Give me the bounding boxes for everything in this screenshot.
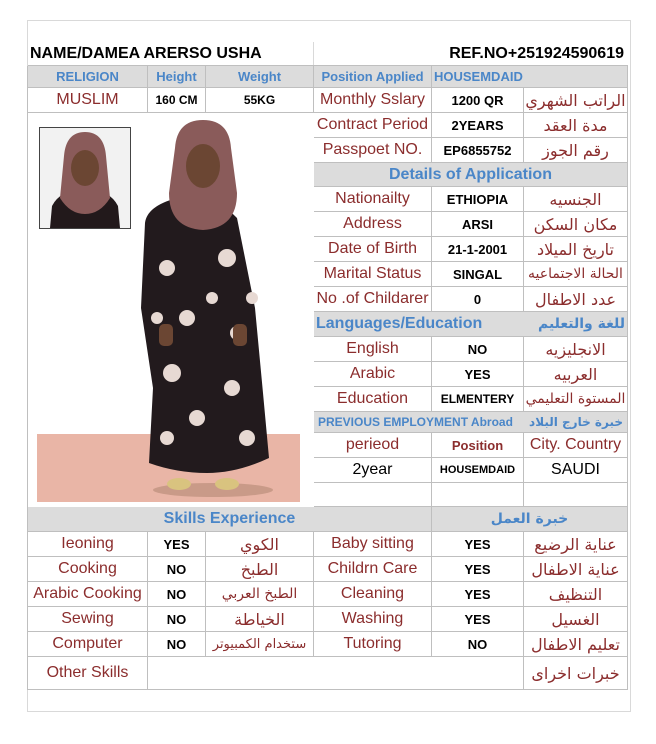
arabic-label: Arabic (314, 362, 432, 387)
skills-experience-title: Skills Experience (28, 507, 432, 532)
religion-value: MUSLIM (28, 88, 148, 113)
skills-experience-title-ar: خبرة العمل (432, 507, 628, 532)
details-of-application-title: Details of Application (314, 163, 628, 187)
height-value: 160 CM (148, 88, 206, 113)
tutoring-label: Tutoring (314, 632, 432, 657)
date-of-birth-ar: تاريخ الميلاد (524, 237, 628, 262)
date-of-birth-value: 21-1-2001 (432, 237, 524, 262)
ironing-ar: الكوي (206, 532, 314, 557)
position-header: Position (432, 433, 524, 458)
education-value: ELMENTERY (432, 387, 524, 412)
monthly-salary-ar: الراتب الشهري (524, 88, 628, 113)
sewing-ar: الخياطة (206, 607, 314, 632)
cooking-ar: الطبخ (206, 557, 314, 582)
weight-value: 55KG (206, 88, 314, 113)
passport-no-ar: رقم الجوز (524, 138, 628, 163)
languages-title-ar: للغة والتعليم (537, 316, 625, 332)
previous-employment-title (314, 412, 628, 433)
arabic-cooking-value: NO (148, 582, 206, 607)
address-ar: مكان السكن (524, 212, 628, 237)
education-label: Education (314, 387, 432, 412)
languages-education-title (314, 312, 628, 337)
cleaning-value: YES (432, 582, 524, 607)
passport-no-label: Passpoet NO. (314, 138, 432, 163)
monthly-salary-value: 1200 QR (432, 88, 524, 113)
children-care-ar: عناية الاطفال (524, 557, 628, 582)
baby-sitting-value: YES (432, 532, 524, 557)
candidate-name: NAME/DAMEA ARERSO USHA (30, 45, 262, 62)
marital-status-value: SINGAL (432, 262, 524, 287)
arabic-cooking-label: Arabic Cooking (28, 582, 148, 607)
arabic-ar: العربيه (524, 362, 628, 387)
other-skills-label: Other Skills (28, 657, 148, 690)
address-label: Address (314, 212, 432, 237)
city-country-header: City. Country (524, 433, 628, 458)
baby-sitting-ar: عناية الرضيع (524, 532, 628, 557)
employment-period: 2year (314, 458, 432, 483)
english-value: NO (432, 337, 524, 362)
height-header: Height (148, 66, 206, 88)
education-ar: المستوة التعليمي (524, 387, 628, 412)
cleaning-ar: التنظيف (524, 582, 628, 607)
other-skills-ar: خبرات اخراى (524, 657, 628, 690)
marital-status-label: Marital Status (314, 262, 432, 287)
passport-no-value: EP6855752 (432, 138, 524, 163)
children-count-ar: عدد الاطفال (524, 287, 628, 312)
children-care-value: YES (432, 557, 524, 582)
previous-employment-title-ar: خبرة خارج البلاد (529, 415, 623, 429)
arabic-cooking-ar: الطبخ العربي (206, 582, 314, 607)
marital-status-ar: الحالة الاجتماعيه (524, 262, 628, 287)
date-of-birth-label: Date of Birth (314, 237, 432, 262)
passport-photo (39, 127, 131, 229)
employment-position: HOUSEMDAID (432, 458, 524, 483)
weight-header: Weight (206, 66, 314, 88)
children-care-label: Childrn Care (314, 557, 432, 582)
children-count-value: 0 (432, 287, 524, 312)
children-count-label: No .of Childarer (314, 287, 432, 312)
position-applied-value: HOUSEMDAID (432, 66, 628, 88)
nationality-label: Nationailty (314, 187, 432, 212)
religion-header: RELIGION (28, 66, 148, 88)
monthly-salary-label: Monthly Sslary (314, 88, 432, 113)
position-applied-header: Position Applied (314, 66, 432, 88)
contract-period-value: 2YEARS (432, 113, 524, 138)
reference-number: REF.NO+251924590619 (449, 45, 624, 62)
sewing-value: NO (148, 607, 206, 632)
employment-country: SAUDI (524, 458, 628, 483)
contract-period-ar: مدة العقد (524, 113, 628, 138)
computer-label: Computer (28, 632, 148, 657)
washing-ar: الغسيل (524, 607, 628, 632)
tutoring-ar: تعليم الاطفال (524, 632, 628, 657)
cleaning-label: Cleaning (314, 582, 432, 607)
computer-ar: ستخدام الكمبيوتر (206, 632, 314, 657)
tutoring-value: NO (432, 632, 524, 657)
contract-period-label: Contract Period (314, 113, 432, 138)
washing-value: YES (432, 607, 524, 632)
computer-value: NO (148, 632, 206, 657)
period-header: perieod (314, 433, 432, 458)
washing-label: Washing (314, 607, 432, 632)
previous-employment-title-en: PREVIOUS EMPLOYMENT Abroad (318, 415, 513, 429)
ironing-value: YES (148, 532, 206, 557)
english-label: English (314, 337, 432, 362)
cooking-value: NO (148, 557, 206, 582)
nationality-ar: الجنسيه (524, 187, 628, 212)
ironing-label: Ieoning (28, 532, 148, 557)
languages-title-en: Languages/Education (316, 315, 483, 332)
arabic-value: YES (432, 362, 524, 387)
cooking-label: Cooking (28, 557, 148, 582)
english-ar: الانجليزيه (524, 337, 628, 362)
baby-sitting-label: Baby sitting (314, 532, 432, 557)
sewing-label: Sewing (28, 607, 148, 632)
nationality-value: ETHIOPIA (432, 187, 524, 212)
address-value: ARSI (432, 212, 524, 237)
